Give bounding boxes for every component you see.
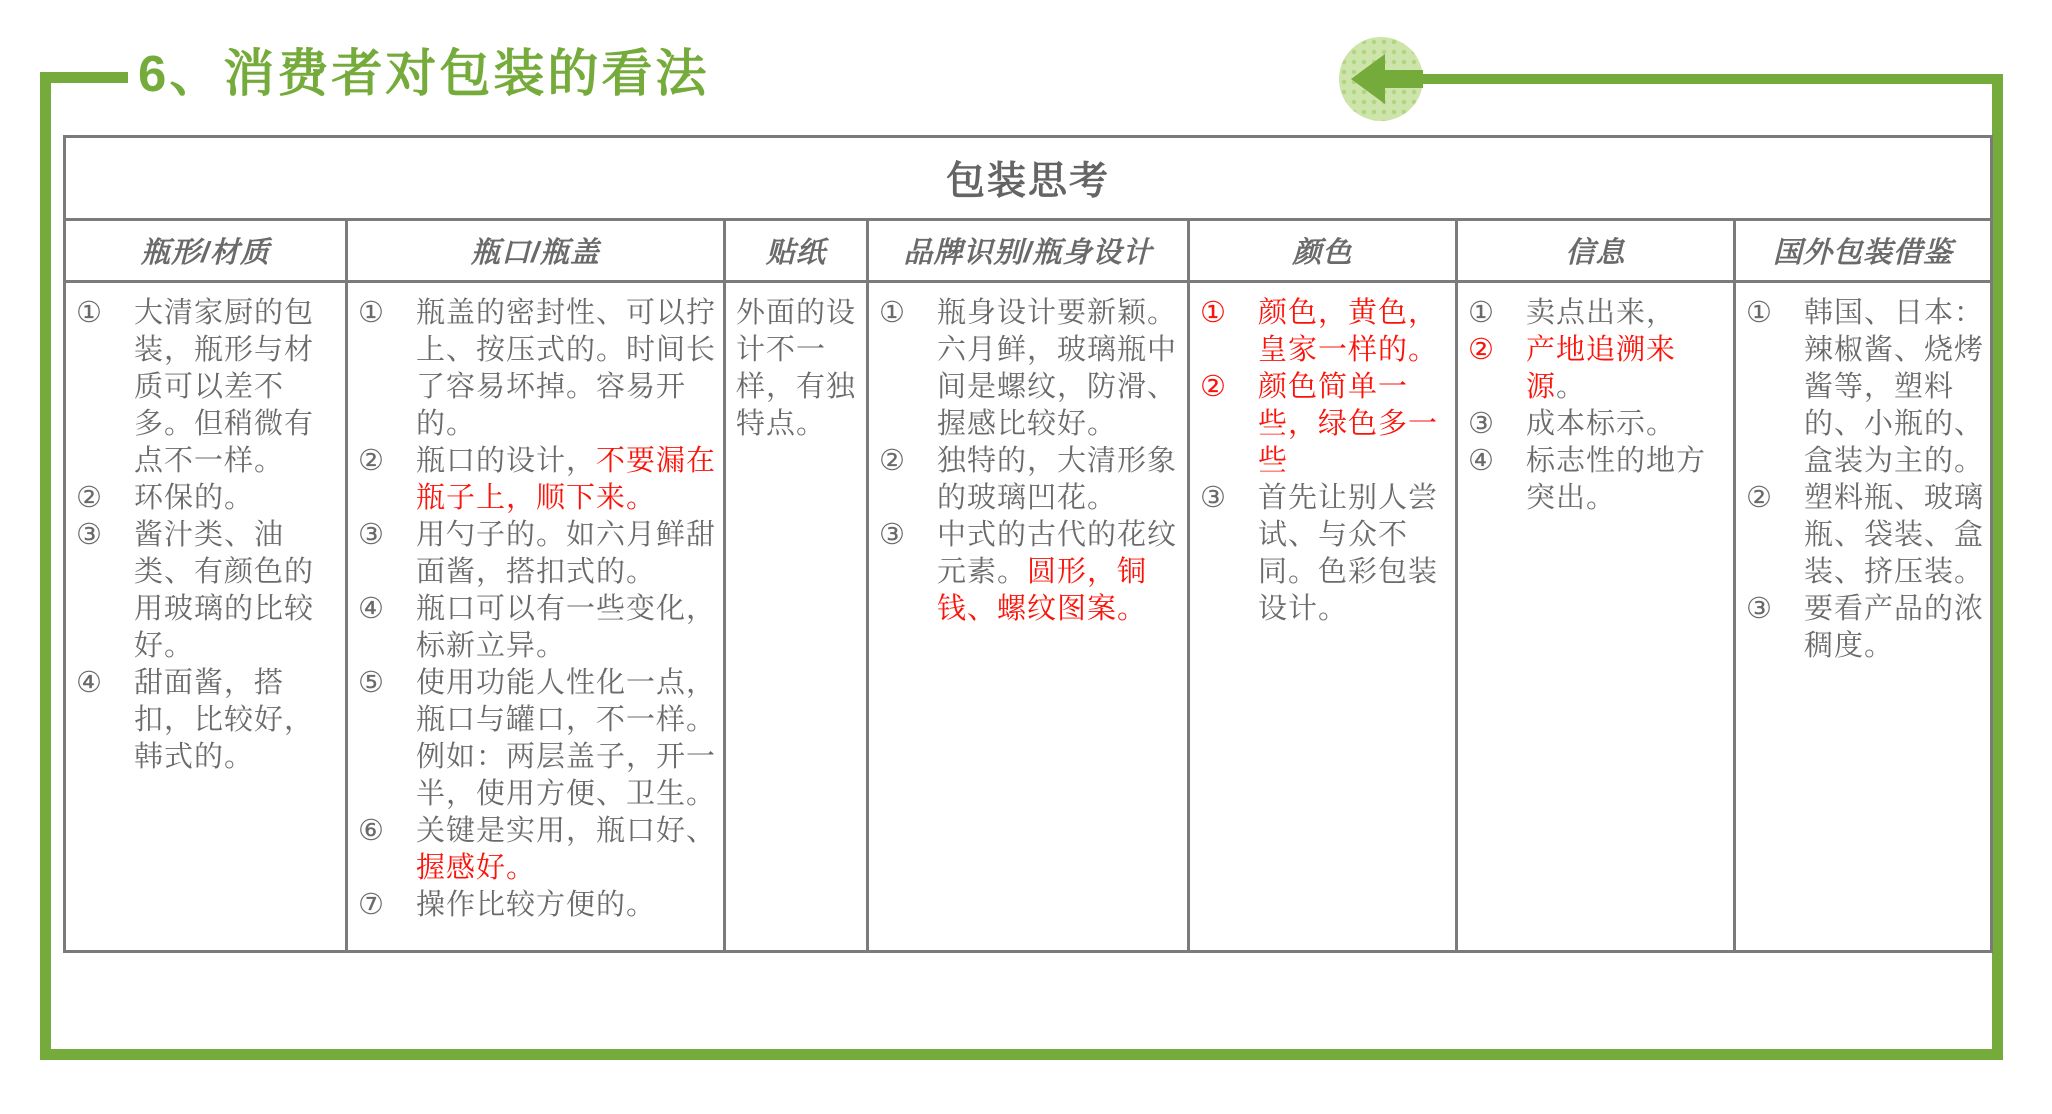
list-item	[1746, 295, 1984, 480]
item-text: 用勺子的。如六月鲜甜面酱，搭扣式的。	[416, 519, 717, 588]
page-title: 6、消费者对包装的看法	[138, 45, 710, 102]
column-header-3: 贴纸	[725, 220, 868, 282]
item-number: ③	[358, 519, 384, 551]
item-text: 使用功能人性化一点，瓶口与罐口，不一样。例如：两层盖子，开一半，使用方便、卫生。	[416, 667, 717, 810]
item-text: 大清家厨的包装，瓶形与材质可以差不多。但稍微有点不一样。	[134, 297, 315, 477]
item-text: 产地追溯来源。	[1526, 334, 1677, 403]
table-header-row	[65, 220, 1992, 282]
table-title: 包装思考	[65, 137, 1992, 220]
item-number: ②	[1200, 371, 1226, 403]
item-number: ③	[1468, 408, 1494, 440]
item-text: 中式的古代的花纹元素。圆形，铜钱、螺纹图案。	[937, 519, 1178, 625]
item-text: 标志性的地方突出。	[1526, 445, 1707, 514]
item-text: 卖点出来，	[1526, 297, 1677, 329]
item-number: ④	[1468, 445, 1494, 477]
frame-top-left-segment	[40, 72, 128, 83]
item-number: ①	[1200, 297, 1226, 329]
item-text: 韩国、日本：辣椒酱、烧烤酱等，塑料的、小瓶的、盒装为主的。	[1804, 297, 1985, 477]
list-item	[76, 665, 339, 776]
list-item	[879, 517, 1181, 628]
item-number: ③	[76, 519, 102, 551]
list-item	[358, 517, 717, 591]
list-item	[76, 517, 339, 665]
list-item	[1468, 406, 1727, 443]
column-cell-3	[725, 282, 868, 952]
item-text: 关键是实用，瓶口好、握感好。	[416, 815, 717, 884]
item-number: ①	[879, 297, 905, 329]
frame-bottom-border	[40, 1049, 2003, 1060]
back-button[interactable]	[1339, 37, 1423, 121]
item-text: 瓶口可以有一些变化，标新立异。	[416, 593, 717, 662]
column-cell-1	[65, 282, 347, 952]
list-item	[1468, 295, 1727, 332]
item-text: 环保的。	[134, 482, 255, 514]
column-cell-5	[1189, 282, 1457, 952]
item-text: 颜色简单一些，绿色多一些	[1258, 371, 1439, 477]
column-header-4: 品牌识别/瓶身设计	[868, 220, 1189, 282]
item-number: ③	[879, 519, 905, 551]
item-text: 颜色，黄色，皇家一样的。	[1258, 297, 1439, 366]
frame-top-right-line	[1381, 74, 2003, 84]
list-item	[358, 665, 717, 813]
column-cell-7	[1735, 282, 1992, 952]
item-number: ①	[358, 297, 384, 329]
list-item	[879, 295, 1181, 443]
item-text: 外面的设计不一样，有独特点。	[736, 297, 857, 440]
item-number: ④	[76, 667, 102, 699]
column-cell-6	[1457, 282, 1735, 952]
packaging-table	[63, 135, 1993, 953]
item-number: ②	[1746, 482, 1772, 514]
item-text: 酱汁类、油类、有颜色的用玻璃的比较好。	[134, 519, 315, 662]
item-text: 成本标示。	[1526, 408, 1677, 440]
list-item	[76, 295, 339, 480]
item-number: ②	[76, 482, 102, 514]
item-number: ①	[1468, 297, 1494, 329]
list-item	[1200, 369, 1449, 480]
item-number: ③	[1746, 593, 1772, 625]
column-header-7: 国外包装借鉴	[1735, 220, 1992, 282]
list-item	[1746, 591, 1984, 665]
list-item	[1468, 443, 1727, 517]
list-item	[358, 813, 717, 887]
column-cell-4	[868, 282, 1189, 952]
list-item	[358, 887, 717, 924]
item-number: ③	[1200, 482, 1226, 514]
list-item	[76, 480, 339, 517]
list-item	[736, 295, 860, 443]
item-text: 独特的，大清形象的玻璃凹花。	[937, 445, 1178, 514]
left-arrow-icon	[1339, 37, 1423, 121]
item-number: ⑥	[358, 815, 384, 847]
list-item	[1200, 480, 1449, 628]
column-header-1: 瓶形/材质	[65, 220, 347, 282]
list-item	[1468, 332, 1727, 406]
frame-right-border	[1992, 74, 2003, 1060]
item-number: ⑤	[358, 667, 384, 699]
list-item	[358, 443, 717, 517]
item-text: 操作比较方便的。	[416, 889, 657, 921]
list-item	[1200, 295, 1449, 369]
column-cell-2	[347, 282, 725, 952]
item-text: 瓶盖的密封性、可以拧上、按压式的。时间长了容易坏掉。容易开的。	[416, 297, 717, 440]
item-text: 甜面酱，搭扣，比较好，韩式的。	[134, 667, 315, 773]
list-item	[358, 591, 717, 665]
item-number: ①	[1746, 297, 1772, 329]
list-item	[1746, 480, 1984, 591]
item-number: ②	[358, 445, 384, 477]
item-number: ②	[1468, 334, 1494, 366]
item-text: 要看产品的浓稠度。	[1804, 593, 1985, 662]
item-text: 瓶口的设计，不要漏在瓶子上，顺下来。	[416, 445, 717, 514]
item-text: 塑料瓶、玻璃瓶、袋装、盒装、挤压装。	[1804, 482, 1985, 588]
item-number: ④	[358, 593, 384, 625]
item-number: ①	[76, 297, 102, 329]
list-item	[879, 443, 1181, 517]
list-item	[358, 295, 717, 443]
item-number: ②	[879, 445, 905, 477]
item-text: 首先让别人尝试、与众不同。色彩包装设计。	[1258, 482, 1439, 625]
table-body-row	[65, 282, 1992, 952]
column-header-6: 信息	[1457, 220, 1735, 282]
column-header-5: 颜色	[1189, 220, 1457, 282]
column-header-2: 瓶口/瓶盖	[347, 220, 725, 282]
table-title-row	[65, 137, 1992, 220]
item-number: ⑦	[358, 889, 384, 921]
item-text: 瓶身设计要新颖。六月鲜，玻璃瓶中间是螺纹，防滑、握感比较好。	[937, 297, 1178, 440]
frame-left-border	[40, 72, 51, 1060]
